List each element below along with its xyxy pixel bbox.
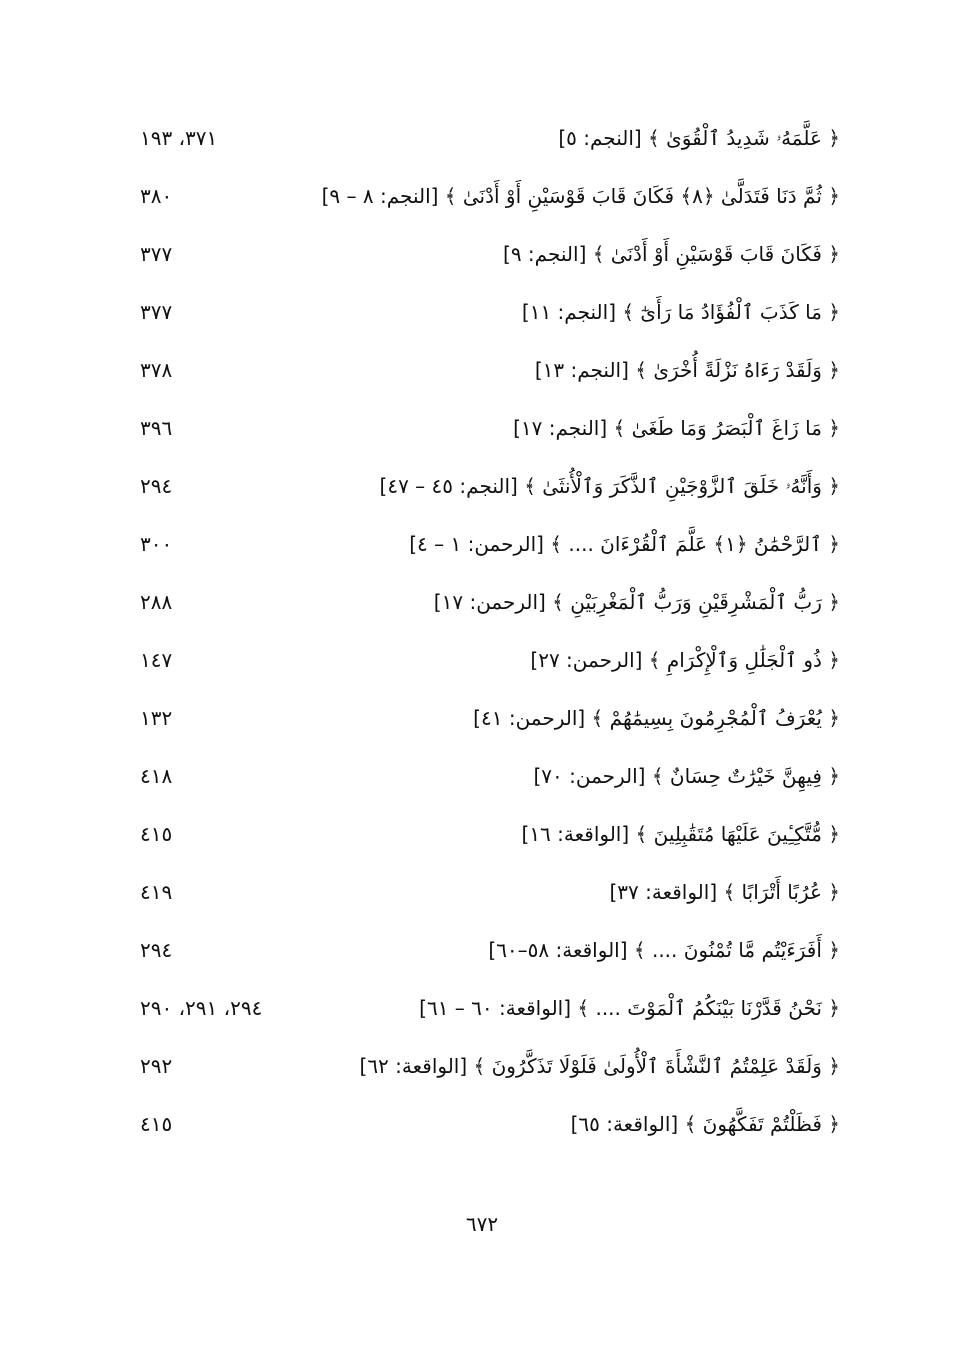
verse-reference: ﴿ وَلَقَدْ عَلِمْتُمُ ٱلنَّشْأَةَ ٱلْأُولَىٰ فَلَوْلَا تَذَكَّرُونَ ﴾ [الواقعة: ٦٢]: [359, 1054, 840, 1078]
verse-reference: ﴿ وَأَنَّهُۥ خَلَقَ ٱلزَّوْجَيْنِ ٱلذَّكَرَ وَٱلْأُنثَىٰ ﴾ [النجم: ٤٥ – ٤٧]: [379, 474, 840, 498]
index-row: [130, 814, 840, 872]
verse-reference: ﴿ ذُو ٱلْجَلَٰلِ وَٱلْإِكْرَامِ ﴾ [الرحمن: ٢٧]: [530, 648, 840, 672]
verse-reference: ﴿ يُعْرَفُ ٱلْمُجْرِمُونَ بِسِيمَٰهُمْ ﴾ [الرحمن: ٤١]: [473, 706, 840, 730]
page-references: ٣٧٨: [140, 358, 173, 382]
page-references: ١٣٢: [140, 706, 173, 730]
page-references: ٣٧٧: [140, 242, 173, 266]
index-row: [130, 408, 840, 466]
verse-reference: ﴿ أَفَرَءَيْتُم مَّا تُمْنُونَ .... ﴾ [الواقعة: ٥٨–٦٠]: [488, 938, 840, 962]
verse-reference: ﴿ ثُمَّ دَنَا فَتَدَلَّىٰ ﴿٨﴾ فَكَانَ قَابَ قَوْسَيْنِ أَوْ أَدْنَىٰ ﴾ [النجم: ٨ – ٩]: [321, 184, 840, 208]
index-row: [130, 988, 840, 1046]
page-references: ٢٩٤: [140, 474, 173, 498]
index-row: [130, 176, 840, 234]
page-references: ٣٧٧: [140, 300, 173, 324]
verse-reference: ﴿ وَلَقَدْ رَءَاهُ نَزْلَةً أُخْرَىٰ ﴾ [النجم: ١٣]: [534, 358, 840, 382]
index-row: [130, 930, 840, 988]
page-references: ٣٠٠: [140, 532, 173, 556]
index-row: [130, 582, 840, 640]
page-number: ٦٧٢: [465, 1212, 499, 1236]
page-references: ٤١٥: [140, 822, 173, 846]
verse-reference: ﴿ مَا كَذَبَ ٱلْفُؤَادُ مَا رَأَىٰٓ ﴾ [النجم: ١١]: [521, 300, 840, 324]
verse-reference: ﴿ رَبُّ ٱلْمَشْرِقَيْنِ وَرَبُّ ٱلْمَغْرِبَيْنِ ﴾ [الرحمن: ١٧]: [433, 590, 840, 614]
index-row: [130, 350, 840, 408]
index-row: [130, 118, 840, 176]
page-references: ٣٧١، ١٩٣: [140, 126, 218, 150]
verse-reference: ﴿ ٱلرَّحْمَٰنُ ﴿١﴾ عَلَّمَ ٱلْقُرْءَانَ .... ﴾ [الرحمن: ١ – ٤]: [409, 532, 840, 556]
verse-reference: ﴿ فِيهِنَّ خَيْرَٰتٌ حِسَانٌ ﴾ [الرحمن: ٧٠]: [533, 764, 840, 788]
page-references: ١٤٧: [140, 648, 173, 672]
verse-reference: ﴿ فَظَلْتُمْ تَفَكَّهُونَ ﴾ [الواقعة: ٦٥]: [570, 1112, 840, 1136]
page-references: ٤١٥: [140, 1112, 173, 1136]
page-references: ٢٩٤، ٢٩١، ٢٩٠: [140, 996, 263, 1020]
index-row: [130, 466, 840, 524]
page-references: ٣٨٠: [140, 184, 173, 208]
verse-reference: ﴿ نَحْنُ قَدَّرْنَا بَيْنَكُمُ ٱلْمَوْتَ .... ﴾ [الواقعة: ٦٠ – ٦١]: [419, 996, 840, 1020]
page-references: ٤١٩: [140, 880, 173, 904]
verse-reference: ﴿ فَكَانَ قَابَ قَوْسَيْنِ أَوْ أَدْنَىٰ ﴾ [النجم: ٩]: [503, 242, 840, 266]
page-references: ٢٩٢: [140, 1054, 173, 1078]
index-row: [130, 756, 840, 814]
index-row: [130, 234, 840, 292]
verse-index-list: [130, 118, 840, 1162]
page-references: ٤١٨: [140, 764, 173, 788]
index-row: [130, 1104, 840, 1162]
verse-reference: ﴿ عُرُبًا أَتْرَابًا ﴾ [الواقعة: ٣٧]: [609, 880, 840, 904]
index-row: [130, 524, 840, 582]
index-row: [130, 872, 840, 930]
index-row: [130, 698, 840, 756]
verse-reference: ﴿ مُّتَّكِـِٔينَ عَلَيْهَا مُتَقَٰبِلِينَ ﴾ [الواقعة: ١٦]: [521, 822, 840, 846]
index-row: [130, 1046, 840, 1104]
index-row: [130, 640, 840, 698]
verse-reference: ﴿ مَا زَاغَ ٱلْبَصَرُ وَمَا طَغَىٰ ﴾ [النجم: ١٧]: [513, 416, 840, 440]
index-row: [130, 292, 840, 350]
verse-reference: ﴿ عَلَّمَهُۥ شَدِيدُ ٱلْقُوَىٰ ﴾ [النجم: ٥]: [558, 126, 840, 150]
page-references: ٢٨٨: [140, 590, 173, 614]
page-references: ٢٩٤: [140, 938, 173, 962]
page-references: ٣٩٦: [140, 416, 173, 440]
